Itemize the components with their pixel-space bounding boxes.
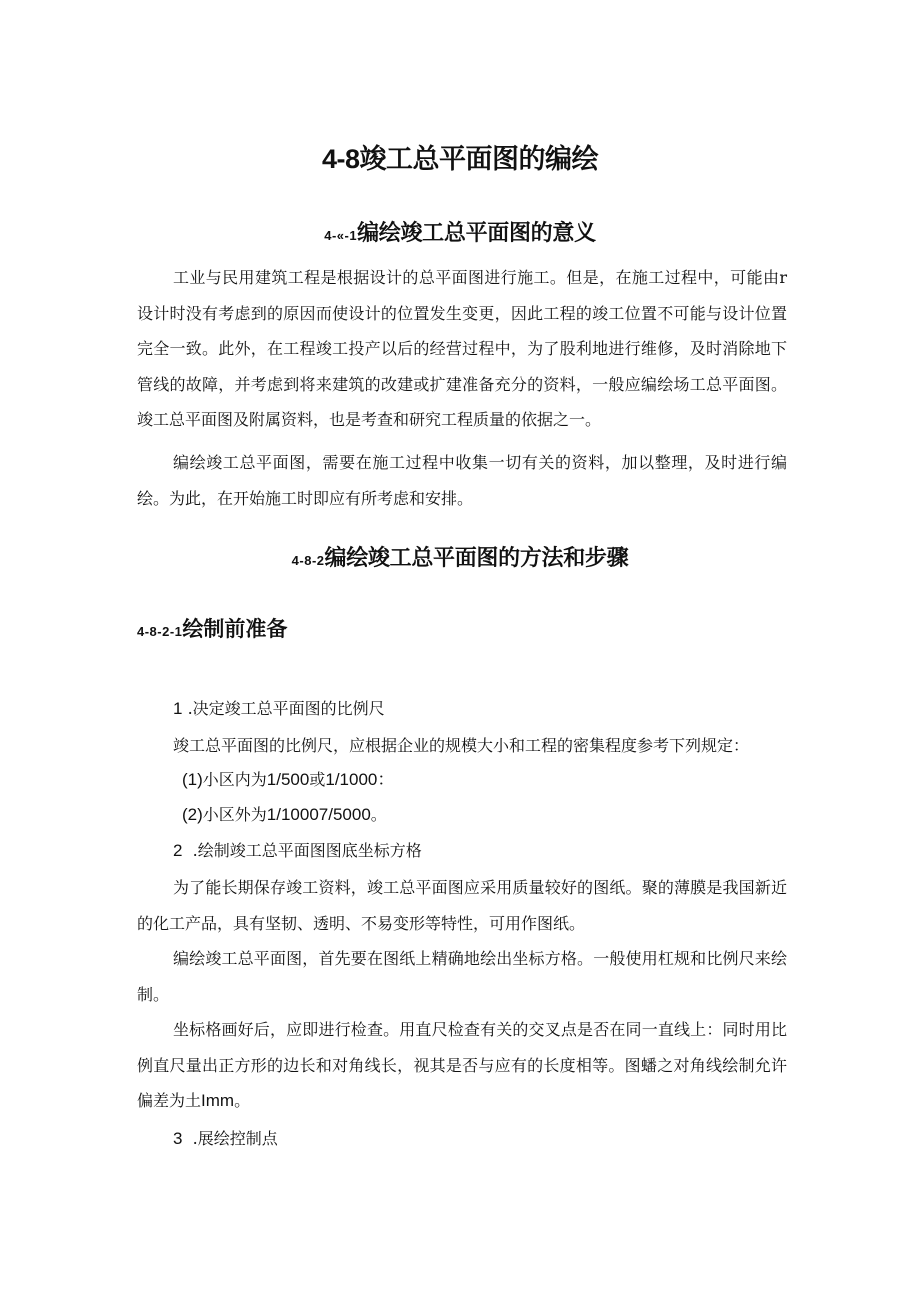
section-number: 4-8-2 <box>291 553 325 568</box>
paragraph-text: 坐标格画好后，应即进行检查。用直尺检查有关的交叉点是否在同一直线上：同时用比例直尺量出正方形的边长和对角线长，视其是否与应有的长度相等。图蟠之对角线绘制允许偏差为土 <box>137 1020 787 1110</box>
subsection-number: 4-8-2-1 <box>137 624 183 639</box>
rule-text: 或 <box>309 770 326 789</box>
item-3-heading <box>173 1124 278 1154</box>
rule-text: 。 <box>370 805 387 824</box>
paragraph-grid-1: 为了能长期保存竣工资料，竣工总平面图应采用质量较好的图纸。聚的薄膜是我国新近的化工产品，具有坚韧、透明、不易变形等特性，可用作图纸。 <box>137 878 787 933</box>
item-label: .决定竣工总平面图的比例尺 <box>187 699 385 718</box>
paragraph-grid-3 <box>137 1012 787 1119</box>
item-label: .展绘控制点 <box>192 1129 278 1148</box>
rule-text: 小区外为 <box>202 805 267 824</box>
scale-rule-2 <box>182 800 387 830</box>
tolerance-value: Imm <box>201 1091 235 1110</box>
item-1-heading <box>173 694 385 724</box>
item-1-text: 竣工总平面图的比例尺，应根据企业的规模大小和工程的密集程度参考下列规定： <box>173 736 750 755</box>
scale-value: 1/500 <box>266 770 310 789</box>
item-number: 1 <box>173 699 183 718</box>
subsection-heading-4-8-2-1 <box>137 615 287 647</box>
section-heading-4-8-1 <box>0 218 920 251</box>
paragraph-grid-2: 编绘竣工总平面图，首先要在图纸上精确地绘出坐标方格。一般使用杠规和比例尺来绘制。 <box>137 949 787 1004</box>
item-number: 3 <box>173 1129 183 1148</box>
scale-value: 1/1000： <box>325 770 395 789</box>
scale-rule-1 <box>182 765 394 795</box>
section-number: 4-«-1 <box>324 228 358 243</box>
paragraph-end: 。 <box>234 1091 251 1110</box>
item-label: .绘制竣工总平面图图底坐标方格 <box>192 841 422 860</box>
rule-number: (1) <box>182 770 203 789</box>
item-2-heading <box>173 836 422 866</box>
rule-number: (2) <box>182 805 203 824</box>
item-number: 2 <box>173 841 183 860</box>
page-title: 4-8竣工总平面图的编绘 <box>321 144 599 174</box>
scale-value: 1/10007/5000 <box>266 805 371 824</box>
paragraph-significance-2: 编绘竣工总平面图，需要在施工过程中收集一切有关的资料，加以整理，及时进行编绘。为此，在开始施工时即应有所考虑和安排。 <box>137 453 787 508</box>
section-heading-4-8-2 <box>0 543 920 576</box>
subsection-title: 绘制前准备 <box>182 618 288 641</box>
section-title: 编绘竣工总平面图的意义 <box>357 220 596 245</box>
section-title: 编绘竣工总平面图的方法和步骤 <box>324 545 629 570</box>
rule-text: 小区内为 <box>202 770 267 789</box>
paragraph-significance-1: 工业与民用建筑工程是根据设计的总平面图进行施工。但是，在施工过程中，可能由r设计时没有考虑到的原因而使设计的位置发生变更，因此工程的竣工位置不可能与设计位置完全一致。此外，在工程竣工投产以后的经营过程中，为了股利地进行维修，及时消除地下管线的故障，并考虑到将来建筑的改建或扩建准备充分的资料，一般应编绘场工总平面图。竣工总平面图及附属资料，也是考查和研究工程质量的依据之一。 <box>137 268 787 429</box>
